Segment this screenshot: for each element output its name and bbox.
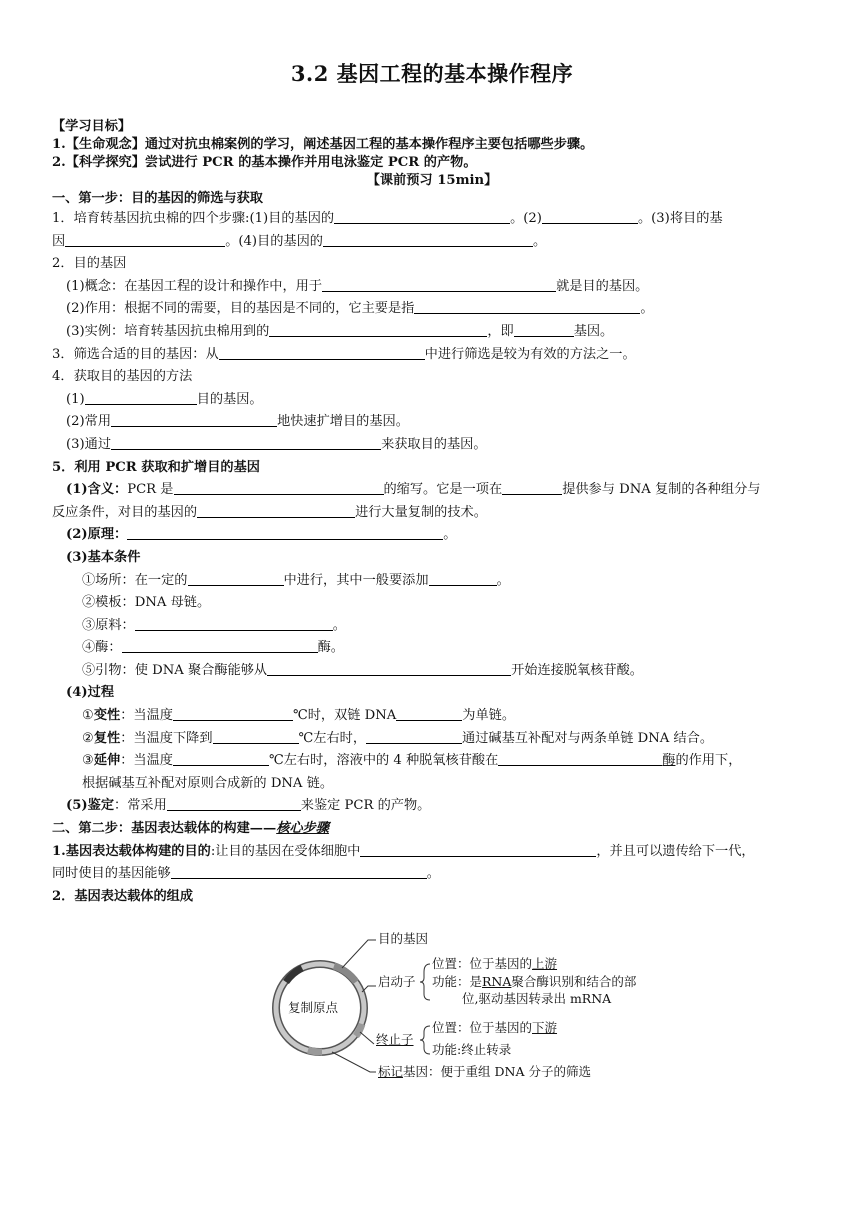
answer-blank[interactable] xyxy=(174,480,384,495)
segment-target-gene xyxy=(334,966,356,982)
process-3-line-1: ③延伸：当温度 ℃左右时，溶液中的 4 种脱氧核苷酸在 酶的作用下， xyxy=(82,753,742,769)
answer-blank[interactable] xyxy=(366,729,462,744)
target-gene-label: 目的基因 xyxy=(378,931,429,946)
terminator-label: 终止子 xyxy=(376,1032,414,1047)
answer-blank[interactable] xyxy=(188,571,284,586)
q4-3: (3)通过 来获取目的基因。 xyxy=(66,436,487,452)
promoter-label: 启动子 xyxy=(378,974,416,989)
q2-1: (1)概念：在基因工程的设计和操作中，用于 就是目的基因。 xyxy=(66,278,649,294)
preview-heading: 【课前预习 15min】 xyxy=(366,173,498,188)
s2-q1-line-1: 1.基因表达载体构建的目的:让目的基因在受体细胞中 ，并且可以遗传给下一代， xyxy=(52,843,755,859)
worksheet-page xyxy=(52,58,812,908)
answer-blank[interactable] xyxy=(334,209,510,224)
s2-q2: 2．基因表达载体的组成 xyxy=(52,888,194,904)
marker-gene-label: 标记基因：便于重组 DNA 分子的筛选 xyxy=(378,1064,591,1079)
segment-marker xyxy=(308,1050,322,1052)
answer-blank[interactable] xyxy=(111,435,381,450)
answer-blank[interactable] xyxy=(219,345,425,360)
answer-blank[interactable] xyxy=(173,751,269,766)
q5-1-line-1: (1)含义：PCR 是 的缩写。它是一项在 提供参与 DNA 复制的各种组分与 xyxy=(66,482,761,498)
answer-blank[interactable] xyxy=(414,299,640,314)
answer-blank[interactable] xyxy=(542,209,638,224)
s2-q1-line-2: 同时使目的基因能够 。 xyxy=(52,866,440,882)
expression-vector-diagram xyxy=(272,920,652,1090)
answer-blank[interactable] xyxy=(127,525,443,540)
terminator-function: 功能:终止转录 xyxy=(432,1042,512,1057)
q5-3-heading: (3)基本条件 xyxy=(66,549,141,565)
q3: 3．筛选合适的目的基因：从 中进行筛选是较为有效的方法之一。 xyxy=(52,346,636,362)
goal-2: 2.【科学探究】尝试进行 PCR 的基本操作并用电泳鉴定 PCR 的产物。 xyxy=(52,155,477,170)
condition-1: ①场所：在一定的 中进行，其中一般要添加 。 xyxy=(82,572,510,588)
leader-target-gene xyxy=(342,940,376,968)
q5-2: (2)原理： 。 xyxy=(66,527,457,543)
page-title: 3.2 基因工程的基本操作程序 xyxy=(290,61,574,86)
q2-2: (2)作用：根据不同的需要，目的基因是不同的，它主要是指 。 xyxy=(66,301,654,317)
answer-blank[interactable] xyxy=(360,842,596,857)
answer-blank[interactable] xyxy=(171,864,427,879)
promoter-function-cont: 位,驱动基因转录出 mRNA xyxy=(462,991,612,1006)
section-1-heading: 一、第一步：目的基因的筛选与获取 xyxy=(52,191,263,206)
promoter-brace xyxy=(420,964,430,1000)
terminator-brace xyxy=(420,1026,430,1054)
leader-terminator xyxy=(360,1032,374,1044)
q5-5: (5)鉴定：常采用 来鉴定 PCR 的产物。 xyxy=(66,798,431,814)
answer-blank[interactable] xyxy=(429,571,497,586)
answer-blank[interactable] xyxy=(167,796,301,811)
terminator-position: 位置：位于基因的下游 xyxy=(432,1020,558,1035)
condition-3: ③原料： 。 xyxy=(82,617,346,633)
section-2-heading: 二、第二步：基因表达载体的构建——核心步骤 xyxy=(52,821,329,837)
answer-blank[interactable] xyxy=(111,412,277,427)
promoter-function: 功能：是RNA聚合酶识别和结合的部 xyxy=(432,974,637,989)
q1-line-2: 因 。(4)目的基因的 。 xyxy=(52,233,547,249)
process-1: ①变性：当温度 ℃时，双链 DNA 为单链。 xyxy=(82,708,516,724)
q2-3: (3)实例：培育转基因抗虫棉用到的 ，即 基因。 xyxy=(66,323,614,339)
goal-1: 1.【生命观念】通过对抗虫棉案例的学习，阐述基因工程的基本操作程序主要包括哪些步骤。 xyxy=(52,137,594,152)
answer-blank[interactable] xyxy=(197,503,355,518)
answer-blank[interactable] xyxy=(267,661,511,676)
answer-blank[interactable] xyxy=(213,729,299,744)
q4-heading: 4．获取目的基因的方法 xyxy=(52,369,193,385)
answer-blank[interactable] xyxy=(135,616,333,631)
answer-blank[interactable] xyxy=(269,322,487,337)
answer-blank[interactable] xyxy=(323,232,533,247)
goals-heading: 【学习目标】 xyxy=(52,119,132,134)
q5-heading: 5．利用 PCR 获取和扩增目的基因 xyxy=(52,459,260,475)
answer-blank[interactable] xyxy=(173,706,293,721)
answer-blank[interactable] xyxy=(396,706,462,721)
q4-2: (2)常用 地快速扩增目的基因。 xyxy=(66,414,409,430)
leader-marker xyxy=(332,1052,376,1072)
answer-blank[interactable] xyxy=(498,751,662,766)
q2-heading: 2．目的基因 xyxy=(52,256,127,272)
promoter-position: 位置：位于基因的上游 xyxy=(432,956,558,971)
answer-blank[interactable] xyxy=(514,322,574,337)
q5-4-heading: (4)过程 xyxy=(66,685,115,701)
segment-origin-mark xyxy=(286,968,302,982)
q1-line-1: 1．培育转基因抗虫棉的四个步骤:(1)目的基因的 。(2) 。(3)将目的基 xyxy=(52,211,723,226)
answer-blank[interactable] xyxy=(85,390,197,405)
answer-blank[interactable] xyxy=(502,480,562,495)
answer-blank[interactable] xyxy=(65,232,225,247)
q5-1-line-2: 反应条件，对目的基因的 进行大量复制的技术。 xyxy=(52,504,487,520)
process-3-line-2: 根据碱基互补配对原则合成新的 DNA 链。 xyxy=(82,775,334,791)
origin-label: 复制原点 xyxy=(288,1000,339,1015)
process-2: ②复性：当温度下降到 ℃左右时， 通过碱基互补配对与两条单链 DNA 结合。 xyxy=(82,730,714,746)
condition-2: ②模板：DNA 母链。 xyxy=(82,595,211,611)
condition-5: ⑤引物：使 DNA 聚合酶能够从 开始连接脱氧核苷酸。 xyxy=(82,662,643,678)
q4-1: (1) 目的基因。 xyxy=(66,391,263,407)
answer-blank[interactable] xyxy=(122,638,318,653)
answer-blank[interactable] xyxy=(322,277,556,292)
condition-4: ④酶： 酶。 xyxy=(82,640,344,656)
